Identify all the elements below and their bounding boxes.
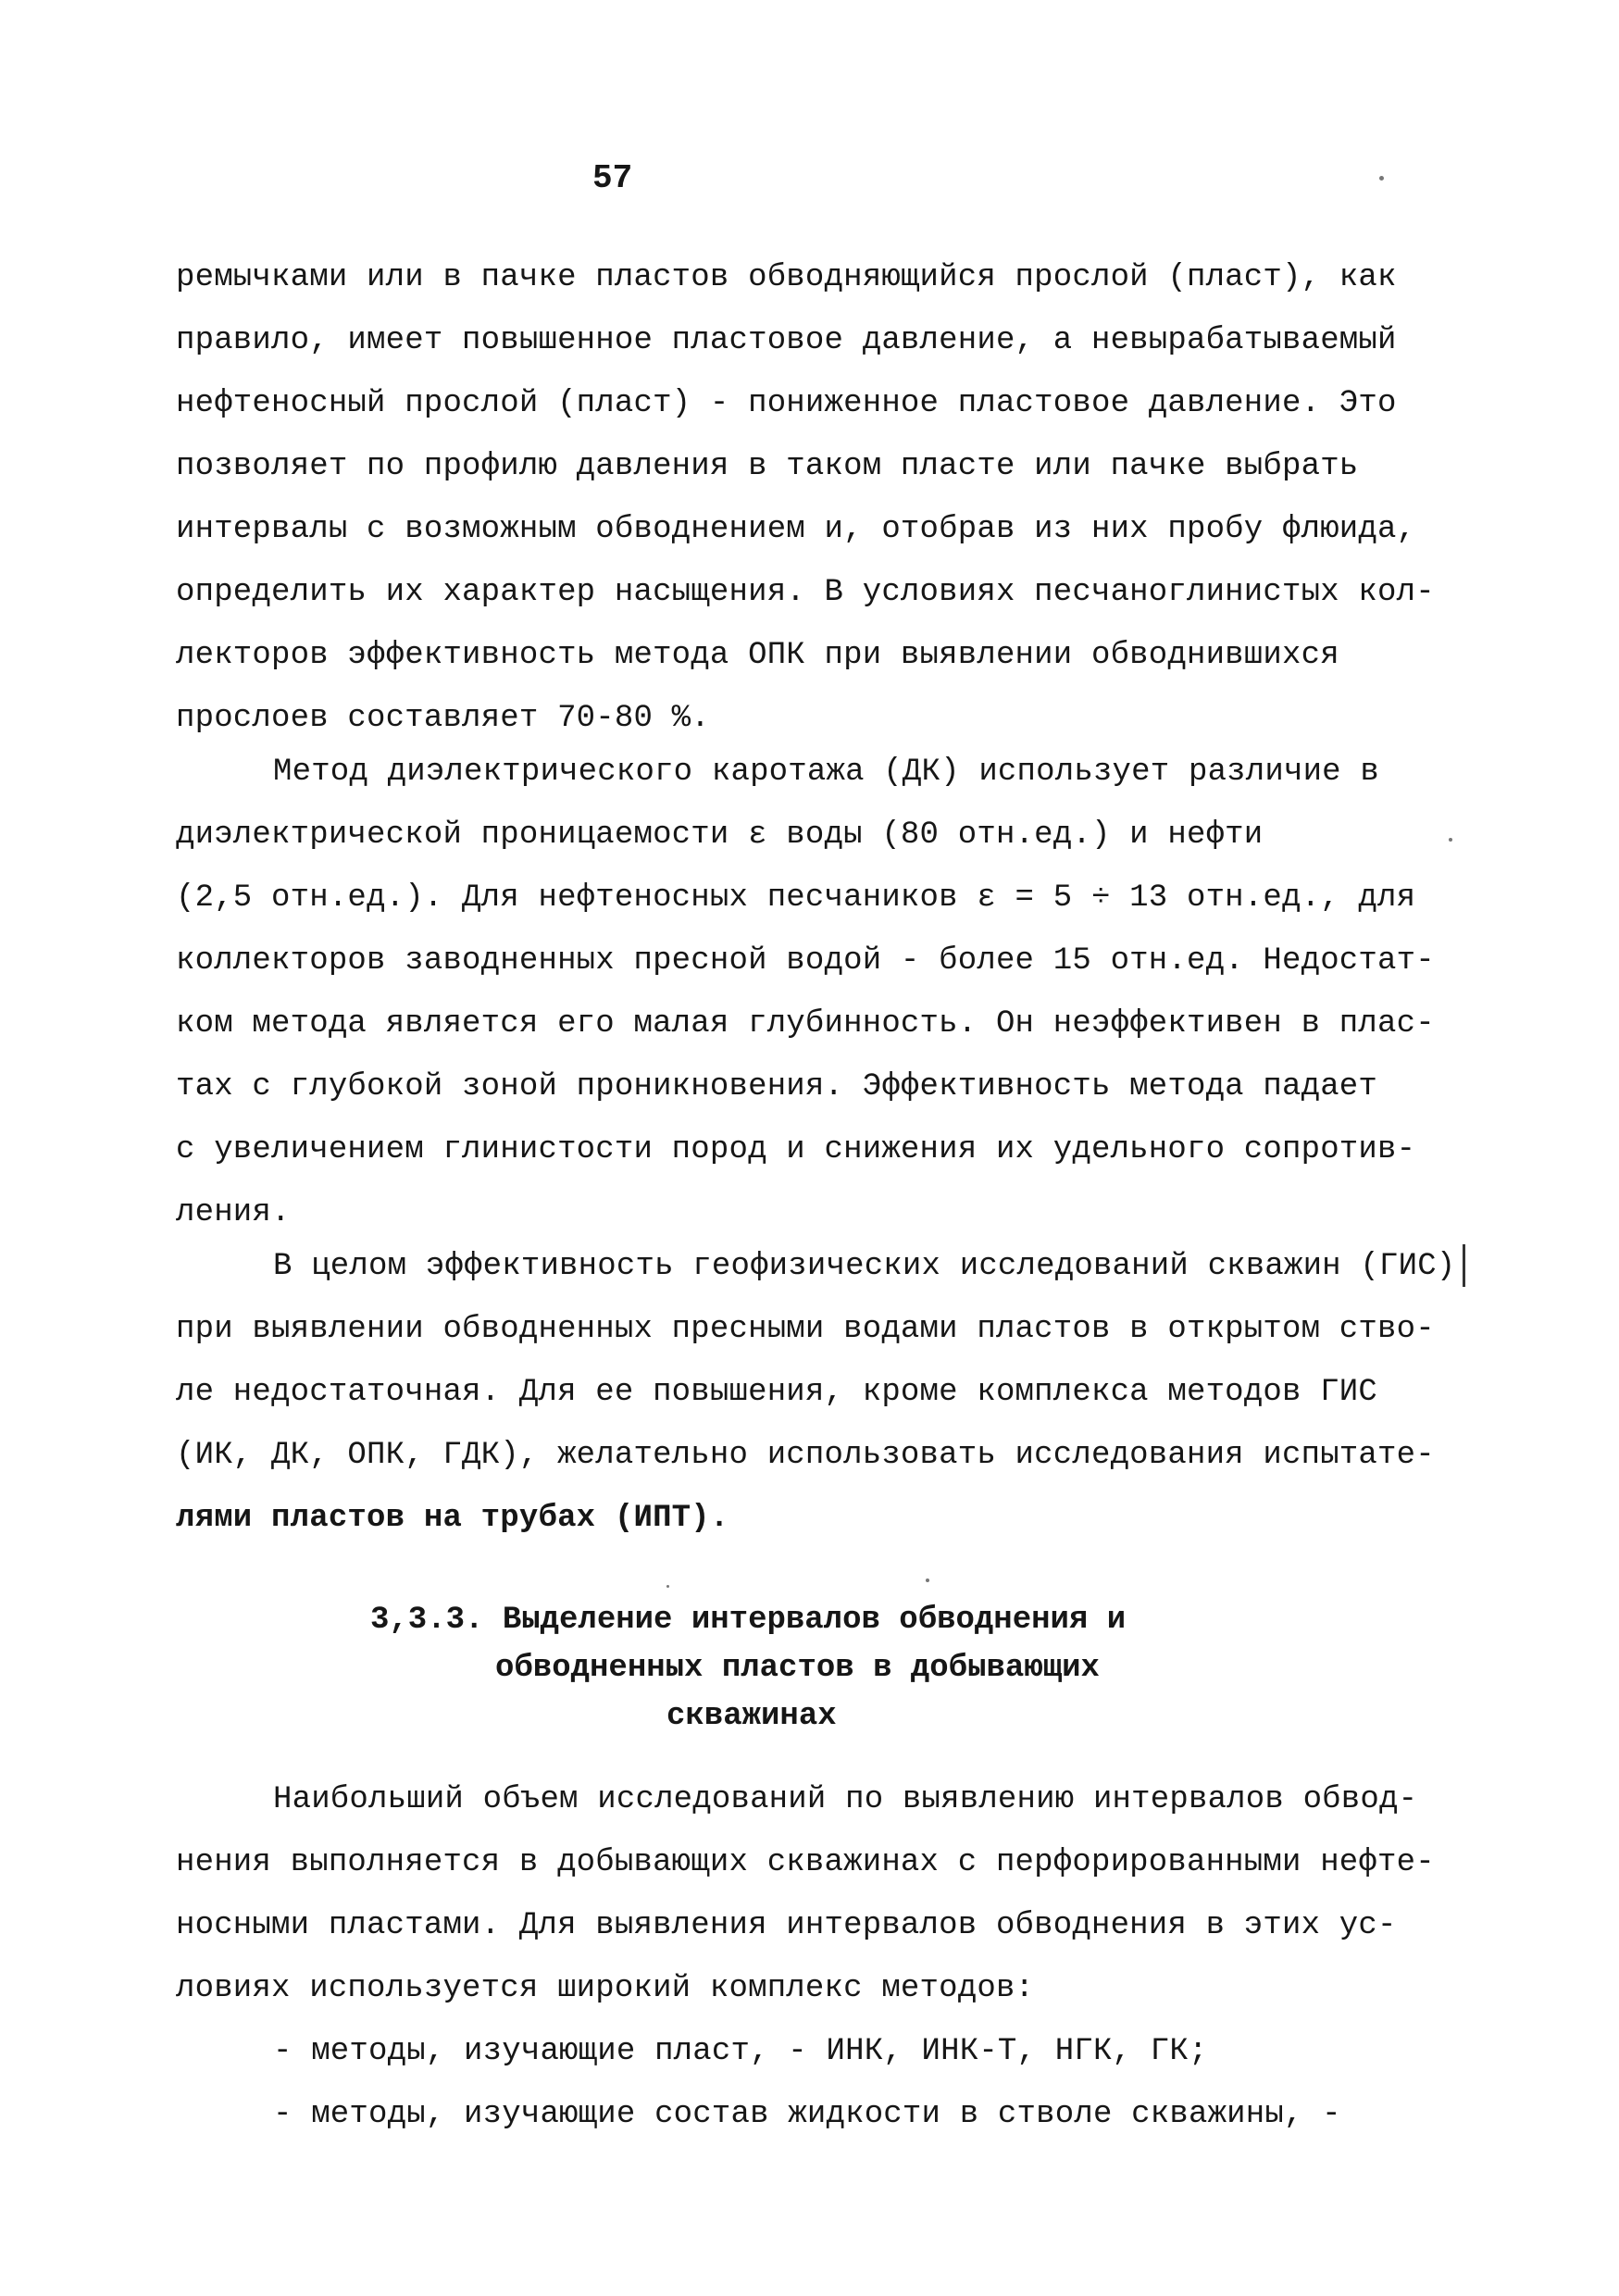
text-line: тах с глубокой зоной проникновения. Эффективность метода падает: [176, 1069, 1378, 1104]
paragraph-3: [176, 1235, 1472, 1550]
text-line: лями пластов на трубах (ИПТ).: [176, 1501, 729, 1536]
list-item: - методы, изучающие состав жидкости в стволе скважины, -: [273, 2097, 1341, 2132]
text-line: носными пластами. Для выявления интервалов обводнения в этих ус-: [176, 1908, 1397, 1943]
text-line: коллекторов заводненных пресной водой - более 15 отн.ед. Недостат-: [176, 943, 1435, 979]
text-line: нения выполняется в добывающих скважинах с перфорированными нефте-: [176, 1845, 1435, 1880]
text-line: позволяет по профилю давления в таком пласте или пачке выбрать: [176, 449, 1359, 484]
text-line: (2,5 отн.ед.). Для нефтеносных песчаников ε = 5 ÷ 13 отн.ед., для: [176, 880, 1416, 916]
heading-line: скважинах: [666, 1699, 837, 1734]
text-line: диэлектрической проницаемости ε воды (80 отн.ед.) и нефти: [176, 817, 1264, 853]
section-heading: [176, 1596, 1472, 1741]
text-line: ремычками или в пачке пластов обводняющийся прослой (пласт), как: [176, 260, 1397, 295]
text-line: прослоев составляет 70-80 %.: [176, 701, 710, 736]
page-number: 57: [592, 159, 633, 197]
text-line: с увеличением глинистости пород и снижения их удельного сопротив-: [176, 1132, 1416, 1167]
heading-line: 3,3.3. Выделение интервалов обводнения и: [370, 1603, 1127, 1638]
scan-speck: [1449, 838, 1452, 842]
scan-speck: [1379, 176, 1384, 181]
text-line: Метод диэлектрического каротажа (ДК) использует различие в: [273, 755, 1379, 790]
text-line: Наибольший объем исследований по выявлению интервалов обвод-: [273, 1782, 1418, 1817]
text-line: при выявлении обводненных пресными водами пластов в открытом ство-: [176, 1312, 1435, 1347]
text-line: (ИК, ДК, ОПК, ГДК), желательно использовать исследования испытате-: [176, 1438, 1435, 1473]
scan-speck: [926, 1578, 929, 1582]
text-line: В целом эффективность геофизических исследований скважин (ГИС): [273, 1249, 1456, 1284]
scan-speck: [666, 1585, 669, 1588]
text-line: интервалы с возможным обводнением и, отобрав из них пробу флюида,: [176, 512, 1416, 547]
heading-line: обводненных пластов в добывающих: [495, 1651, 1100, 1686]
paragraph-4: [176, 1768, 1472, 2146]
paragraph-1: [176, 246, 1472, 750]
paragraph-2: [176, 741, 1472, 1244]
text-line: определить их характер насыщения. В условиях песчаноглинистых кол-: [176, 575, 1435, 610]
text-line: ком метода является его малая глубинность. Он неэффективен в плас-: [176, 1006, 1435, 1042]
text-line: ловиях используется широкий комплекс методов:: [176, 1971, 1035, 2006]
margin-mark: [1463, 1244, 1465, 1287]
text-line: правило, имеет повышенное пластовое давление, а невырабатываемый: [176, 323, 1397, 358]
text-line: ления.: [176, 1195, 291, 1230]
text-line: нефтеносный прослой (пласт) - пониженное пластовое давление. Это: [176, 386, 1397, 421]
list-item: - методы, изучающие пласт, - ИНК, ИНК-Т, НГК, ГК;: [273, 2034, 1208, 2069]
text-line: ле недостаточная. Для ее повышения, кроме комплекса методов ГИС: [176, 1375, 1378, 1410]
text-line: лекторов эффективность метода ОПК при выявлении обводнившихся: [176, 638, 1339, 673]
